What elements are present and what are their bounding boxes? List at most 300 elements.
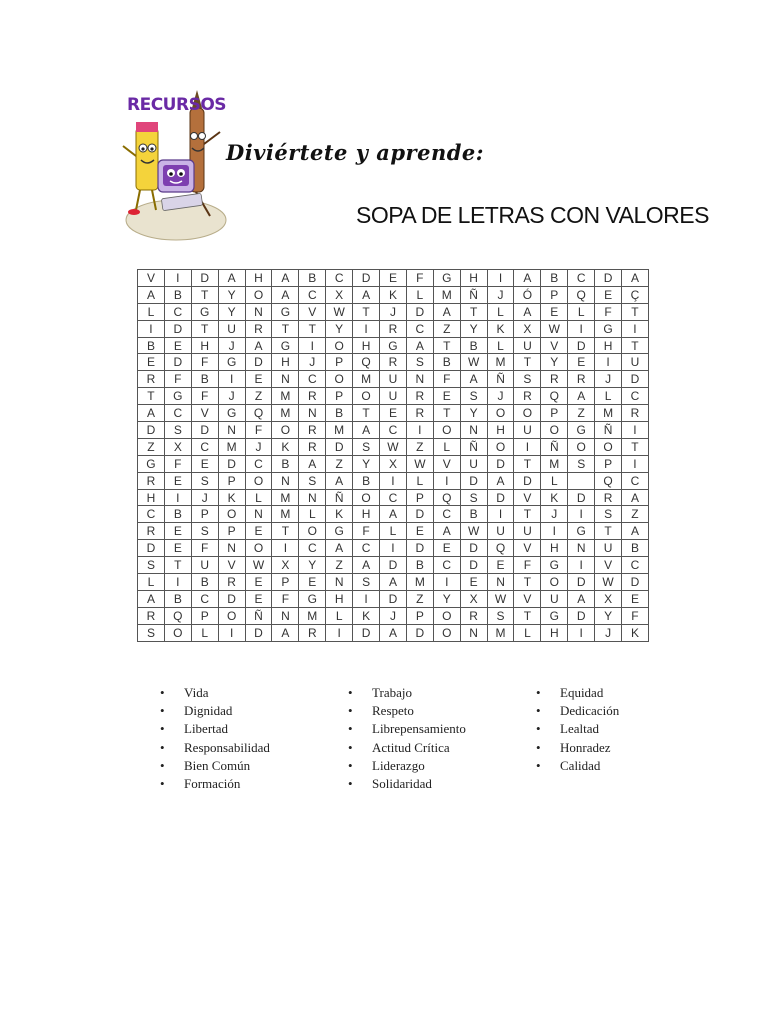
grid-cell: J xyxy=(245,438,272,455)
grid-cell: S xyxy=(460,388,487,405)
grid-cell: D xyxy=(460,557,487,574)
grid-row xyxy=(138,455,649,472)
grid-row xyxy=(138,354,649,371)
grid-cell: Z xyxy=(326,455,353,472)
grid-cell: A xyxy=(353,422,380,439)
grid-cell: A xyxy=(406,337,433,354)
grid-cell: O xyxy=(541,422,568,439)
grid-cell: V xyxy=(299,303,326,320)
grid-cell: E xyxy=(191,455,218,472)
grid-cell: A xyxy=(433,523,460,540)
grid-cell: M xyxy=(541,455,568,472)
grid-cell: G xyxy=(433,270,460,287)
grid-row xyxy=(138,303,649,320)
grid-cell: M xyxy=(299,607,326,624)
grid-cell: O xyxy=(164,624,191,641)
grid-row xyxy=(138,371,649,388)
grid-cell: E xyxy=(245,371,272,388)
grid-cell: D xyxy=(568,574,595,591)
grid-cell: Y xyxy=(218,303,245,320)
grid-cell: D xyxy=(622,574,649,591)
grid-cell: C xyxy=(299,286,326,303)
grid-cell: C xyxy=(138,506,165,523)
grid-cell: O xyxy=(541,574,568,591)
grid-cell: B xyxy=(622,540,649,557)
grid-cell: A xyxy=(622,523,649,540)
grid-cell: C xyxy=(380,489,407,506)
grid-cell: Z xyxy=(138,438,165,455)
grid-cell: M xyxy=(326,422,353,439)
grid-cell: M xyxy=(272,405,299,422)
grid-cell: A xyxy=(272,286,299,303)
grid-cell: B xyxy=(460,506,487,523)
grid-cell: G xyxy=(218,405,245,422)
grid-cell: Z xyxy=(568,405,595,422)
word-search-grid xyxy=(137,269,649,642)
grid-cell: E xyxy=(164,540,191,557)
grid-cell: Z xyxy=(326,557,353,574)
grid-cell: Q xyxy=(245,405,272,422)
grid-cell: D xyxy=(191,270,218,287)
grid-cell: O xyxy=(595,438,622,455)
word-list-column-2 xyxy=(348,684,466,793)
grid-cell: Z xyxy=(433,320,460,337)
grid-cell: X xyxy=(595,590,622,607)
grid-cell: N xyxy=(218,422,245,439)
grid-cell: I xyxy=(299,337,326,354)
grid-cell: R xyxy=(541,371,568,388)
word-list-item: • Bien Común xyxy=(160,757,270,775)
grid-cell: C xyxy=(353,540,380,557)
grid-row xyxy=(138,489,649,506)
grid-cell: T xyxy=(353,405,380,422)
grid-cell: H xyxy=(138,489,165,506)
grid-cell: T xyxy=(191,320,218,337)
grid-cell: K xyxy=(380,286,407,303)
grid-cell: D xyxy=(487,489,514,506)
grid-cell: S xyxy=(460,489,487,506)
grid-row xyxy=(138,624,649,641)
grid-cell: O xyxy=(353,489,380,506)
word-list-item: • Liderazgo xyxy=(348,757,466,775)
grid-cell: R xyxy=(138,371,165,388)
grid-cell: N xyxy=(272,607,299,624)
grid-cell: D xyxy=(568,607,595,624)
grid-cell: D xyxy=(138,540,165,557)
grid-cell: N xyxy=(460,624,487,641)
grid-cell: B xyxy=(164,506,191,523)
grid-cell: D xyxy=(218,590,245,607)
grid-cell: K xyxy=(218,489,245,506)
grid-cell: I xyxy=(433,574,460,591)
grid-cell: H xyxy=(353,337,380,354)
grid-cell: Ñ xyxy=(541,438,568,455)
grid-cell: A xyxy=(272,624,299,641)
grid-cell: G xyxy=(541,607,568,624)
grid-cell: E xyxy=(245,590,272,607)
grid-cell: T xyxy=(622,337,649,354)
grid-cell: L xyxy=(568,303,595,320)
grid-cell: D xyxy=(164,354,191,371)
word-list-item: • Calidad xyxy=(536,757,619,775)
grid-cell: Ñ xyxy=(595,422,622,439)
grid-cell: U xyxy=(514,422,541,439)
grid-cell: T xyxy=(514,354,541,371)
grid-row xyxy=(138,320,649,337)
grid-cell: A xyxy=(568,590,595,607)
grid-cell: I xyxy=(622,422,649,439)
grid-cell: D xyxy=(380,590,407,607)
grid-cell: L xyxy=(514,624,541,641)
grid-cell: S xyxy=(595,506,622,523)
grid-cell: L xyxy=(138,303,165,320)
grid-cell: G xyxy=(568,523,595,540)
grid-cell: G xyxy=(595,320,622,337)
grid-cell: C xyxy=(326,270,353,287)
grid-cell: Z xyxy=(406,590,433,607)
grid-cell: P xyxy=(218,472,245,489)
grid-cell xyxy=(568,472,595,489)
grid-cell: I xyxy=(433,472,460,489)
grid-cell: I xyxy=(568,557,595,574)
grid-row xyxy=(138,607,649,624)
grid-cell: Z xyxy=(406,438,433,455)
grid-row xyxy=(138,337,649,354)
grid-cell: T xyxy=(272,523,299,540)
grid-cell: H xyxy=(487,422,514,439)
grid-cell: R xyxy=(299,388,326,405)
grid-cell: U xyxy=(191,557,218,574)
grid-cell: I xyxy=(218,624,245,641)
grid-cell: O xyxy=(353,388,380,405)
grid-row xyxy=(138,472,649,489)
grid-cell: I xyxy=(487,270,514,287)
grid-cell: Y xyxy=(353,455,380,472)
grid-cell: U xyxy=(380,371,407,388)
grid-cell: R xyxy=(622,405,649,422)
grid-cell: L xyxy=(380,523,407,540)
grid-cell: F xyxy=(164,455,191,472)
grid-cell: C xyxy=(568,270,595,287)
grid-cell: A xyxy=(138,405,165,422)
grid-cell: I xyxy=(272,540,299,557)
grid-cell: F xyxy=(191,540,218,557)
grid-cell: Q xyxy=(595,472,622,489)
grid-cell: M xyxy=(487,624,514,641)
grid-cell: G xyxy=(568,422,595,439)
grid-cell: G xyxy=(218,354,245,371)
grid-cell: O xyxy=(433,624,460,641)
grid-cell: E xyxy=(460,574,487,591)
grid-cell: S xyxy=(191,523,218,540)
grid-cell: F xyxy=(245,422,272,439)
grid-cell: D xyxy=(460,540,487,557)
grid-cell: V xyxy=(433,455,460,472)
grid-cell: Y xyxy=(326,320,353,337)
grid-cell: M xyxy=(406,574,433,591)
grid-cell: P xyxy=(595,455,622,472)
grid-cell: U xyxy=(218,320,245,337)
grid-cell: O xyxy=(514,405,541,422)
grid-cell: O xyxy=(245,540,272,557)
grid-cell: B xyxy=(433,354,460,371)
grid-cell: I xyxy=(353,320,380,337)
grid-cell: N xyxy=(487,574,514,591)
grid-cell: E xyxy=(541,303,568,320)
grid-cell: I xyxy=(595,354,622,371)
grid-cell: P xyxy=(541,405,568,422)
grid-cell: H xyxy=(326,590,353,607)
grid-cell: A xyxy=(353,557,380,574)
grid-cell: A xyxy=(218,270,245,287)
grid-cell: F xyxy=(406,270,433,287)
grid-cell: Y xyxy=(218,286,245,303)
grid-cell: Y xyxy=(541,354,568,371)
grid-cell: T xyxy=(514,574,541,591)
grid-cell: L xyxy=(541,472,568,489)
grid-cell: U xyxy=(595,540,622,557)
grid-cell: T xyxy=(622,438,649,455)
grid-cell: T xyxy=(460,303,487,320)
grid-cell: D xyxy=(406,303,433,320)
grid-cell: R xyxy=(380,320,407,337)
grid-cell: Ñ xyxy=(460,438,487,455)
grid-cell: E xyxy=(406,523,433,540)
grid-cell: L xyxy=(406,286,433,303)
grid-cell: L xyxy=(299,506,326,523)
grid-cell: X xyxy=(514,320,541,337)
grid-cell: L xyxy=(326,607,353,624)
grid-cell: Z xyxy=(622,506,649,523)
grid-cell: H xyxy=(272,354,299,371)
grid-cell: A xyxy=(326,472,353,489)
grid-cell: X xyxy=(272,557,299,574)
grid-cell: L xyxy=(191,624,218,641)
grid-cell: I xyxy=(164,489,191,506)
grid-cell: Q xyxy=(487,540,514,557)
grid-cell: K xyxy=(541,489,568,506)
grid-cell: B xyxy=(406,557,433,574)
grid-cell: A xyxy=(433,303,460,320)
grid-cell: Ñ xyxy=(487,371,514,388)
grid-cell: R xyxy=(380,354,407,371)
grid-cell: C xyxy=(191,438,218,455)
grid-cell: I xyxy=(406,422,433,439)
grid-row xyxy=(138,523,649,540)
grid-cell: D xyxy=(164,320,191,337)
grid-cell: D xyxy=(218,455,245,472)
grid-cell: R xyxy=(460,607,487,624)
grid-cell: E xyxy=(164,472,191,489)
grid-cell: C xyxy=(433,557,460,574)
grid-cell: C xyxy=(622,388,649,405)
grid-cell: Q xyxy=(433,489,460,506)
grid-cell: Q xyxy=(353,354,380,371)
grid-cell: C xyxy=(164,303,191,320)
grid-cell: X xyxy=(460,590,487,607)
grid-cell: P xyxy=(191,607,218,624)
grid-cell: B xyxy=(326,405,353,422)
grid-cell: G xyxy=(299,590,326,607)
logo-text: RECURSOS xyxy=(127,95,227,115)
grid-row xyxy=(138,422,649,439)
word-list-item: • Responsabilidad xyxy=(160,739,270,757)
grid-cell: Ç xyxy=(622,286,649,303)
grid-cell: F xyxy=(433,371,460,388)
grid-cell: R xyxy=(406,388,433,405)
grid-cell: Q xyxy=(541,388,568,405)
word-list-item: • Formación xyxy=(160,775,270,793)
grid-cell: X xyxy=(380,455,407,472)
word-list-item: • Dignidad xyxy=(160,702,270,720)
grid-cell: E xyxy=(380,270,407,287)
grid-cell: K xyxy=(487,320,514,337)
grid-cell: A xyxy=(380,506,407,523)
word-search-table xyxy=(137,269,649,642)
grid-cell: J xyxy=(595,371,622,388)
grid-cell: I xyxy=(218,371,245,388)
grid-cell: J xyxy=(191,489,218,506)
grid-cell: L xyxy=(487,337,514,354)
grid-cell: P xyxy=(326,388,353,405)
grid-cell: S xyxy=(514,371,541,388)
grid-cell: T xyxy=(514,607,541,624)
word-list-item: • Lealtad xyxy=(536,720,619,738)
grid-cell: I xyxy=(164,270,191,287)
grid-cell: R xyxy=(245,320,272,337)
grid-cell: C xyxy=(299,540,326,557)
grid-cell: G xyxy=(138,455,165,472)
grid-cell: W xyxy=(245,557,272,574)
grid-cell: V xyxy=(514,540,541,557)
grid-row xyxy=(138,270,649,287)
word-list-item: • Trabajo xyxy=(348,684,466,702)
grid-cell: T xyxy=(164,557,191,574)
grid-cell: B xyxy=(541,270,568,287)
grid-cell: J xyxy=(299,354,326,371)
grid-cell: M xyxy=(353,371,380,388)
grid-cell: T xyxy=(272,320,299,337)
grid-cell: F xyxy=(353,523,380,540)
grid-cell: B xyxy=(191,574,218,591)
grid-cell: S xyxy=(406,354,433,371)
grid-cell: K xyxy=(622,624,649,641)
grid-cell: T xyxy=(595,523,622,540)
grid-cell: A xyxy=(514,270,541,287)
grid-cell: D xyxy=(380,557,407,574)
grid-row xyxy=(138,286,649,303)
grid-cell: P xyxy=(218,523,245,540)
grid-row xyxy=(138,506,649,523)
grid-cell: B xyxy=(460,337,487,354)
grid-cell: N xyxy=(272,371,299,388)
grid-cell: C xyxy=(622,472,649,489)
grid-cell: R xyxy=(299,422,326,439)
grid-cell: M xyxy=(272,489,299,506)
grid-cell: V xyxy=(514,489,541,506)
grid-cell: F xyxy=(622,607,649,624)
grid-cell: D xyxy=(568,337,595,354)
grid-cell: J xyxy=(541,506,568,523)
grid-cell: L xyxy=(487,303,514,320)
grid-cell: U xyxy=(514,523,541,540)
grid-cell: N xyxy=(299,405,326,422)
grid-cell: G xyxy=(272,303,299,320)
grid-cell: A xyxy=(380,624,407,641)
grid-cell: F xyxy=(191,388,218,405)
grid-row xyxy=(138,388,649,405)
grid-cell: E xyxy=(245,574,272,591)
grid-cell: C xyxy=(380,422,407,439)
banner-title: Diviértete y aprende: xyxy=(226,140,485,165)
grid-cell: C xyxy=(622,557,649,574)
grid-cell: S xyxy=(487,607,514,624)
grid-cell: Q xyxy=(164,607,191,624)
grid-cell: G xyxy=(541,557,568,574)
grid-cell: E xyxy=(568,354,595,371)
grid-cell: D xyxy=(595,270,622,287)
grid-cell: J xyxy=(487,388,514,405)
grid-cell: J xyxy=(380,303,407,320)
grid-cell: U xyxy=(487,523,514,540)
grid-cell: W xyxy=(595,574,622,591)
grid-cell: A xyxy=(622,270,649,287)
grid-cell: O xyxy=(245,286,272,303)
grid-cell: I xyxy=(138,320,165,337)
grid-cell: E xyxy=(380,405,407,422)
grid-cell: T xyxy=(299,320,326,337)
grid-cell: D xyxy=(191,422,218,439)
grid-cell: U xyxy=(514,337,541,354)
grid-cell: H xyxy=(595,337,622,354)
grid-cell: G xyxy=(164,388,191,405)
grid-cell: I xyxy=(380,472,407,489)
grid-cell: B xyxy=(272,455,299,472)
grid-cell: N xyxy=(568,540,595,557)
grid-cell: A xyxy=(138,286,165,303)
grid-row xyxy=(138,438,649,455)
grid-cell: U xyxy=(622,354,649,371)
grid-cell: P xyxy=(541,286,568,303)
grid-cell: R xyxy=(595,489,622,506)
grid-cell: H xyxy=(541,540,568,557)
word-list-column-1 xyxy=(160,684,270,793)
grid-row xyxy=(138,540,649,557)
grid-cell: A xyxy=(514,303,541,320)
grid-cell: T xyxy=(138,388,165,405)
grid-cell: Y xyxy=(595,607,622,624)
grid-cell: O xyxy=(326,337,353,354)
grid-cell: E xyxy=(622,590,649,607)
grid-row xyxy=(138,405,649,422)
grid-cell: O xyxy=(568,438,595,455)
grid-cell: O xyxy=(487,438,514,455)
grid-cell: A xyxy=(380,574,407,591)
grid-cell: L xyxy=(595,388,622,405)
grid-cell: D xyxy=(138,422,165,439)
grid-cell: I xyxy=(487,506,514,523)
grid-cell: U xyxy=(541,590,568,607)
grid-cell: Q xyxy=(568,286,595,303)
grid-cell: A xyxy=(353,286,380,303)
grid-cell: P xyxy=(406,489,433,506)
page-title: SOPA DE LETRAS CON VALORES xyxy=(356,202,709,228)
grid-cell: M xyxy=(272,506,299,523)
grid-cell: I xyxy=(514,438,541,455)
grid-cell: I xyxy=(380,540,407,557)
grid-cell: D xyxy=(514,472,541,489)
grid-cell: R xyxy=(138,607,165,624)
